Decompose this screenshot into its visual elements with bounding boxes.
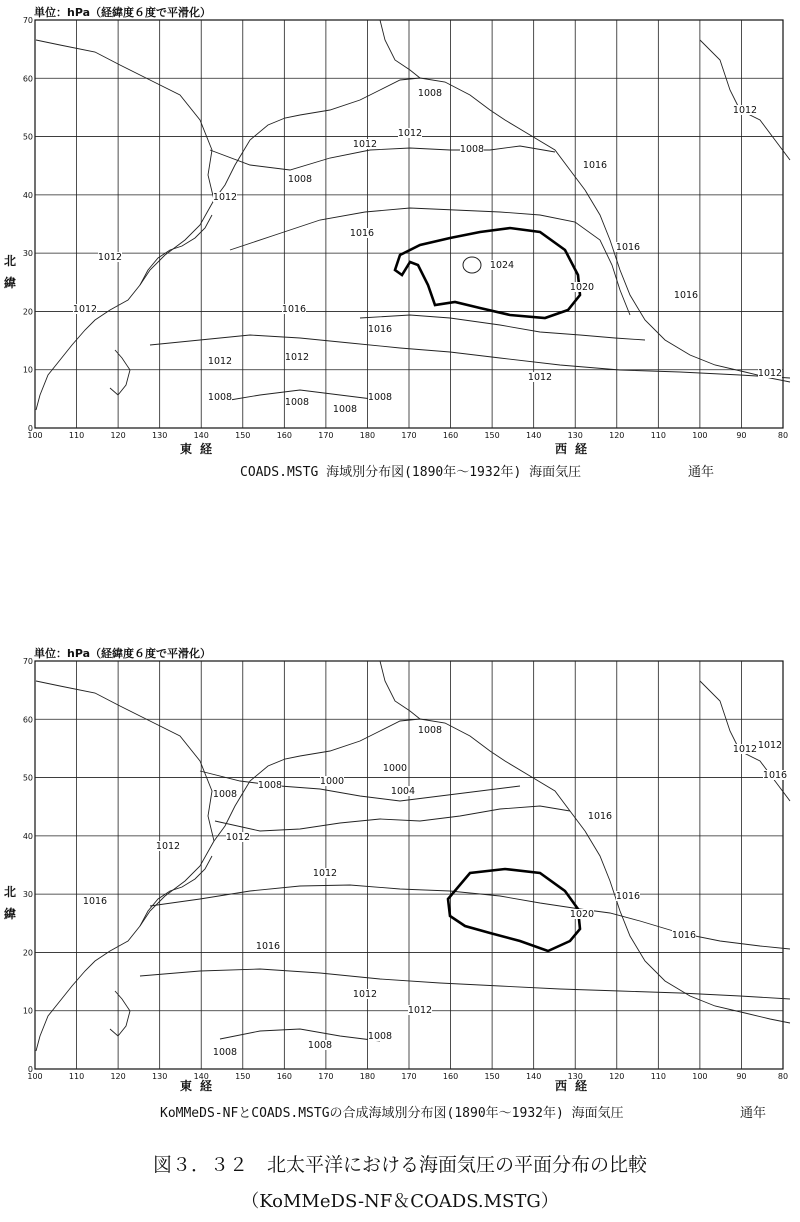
longitude-tick-label: 120 — [110, 1072, 126, 1081]
isobar-1008-south — [220, 1029, 380, 1041]
isobar-value-label: 1016 — [582, 160, 608, 171]
map-1-caption-tail: 通年 — [688, 465, 715, 480]
isobar-1016-south — [360, 315, 645, 340]
longitude-tick-label: 90 — [736, 431, 747, 440]
longitude-tick-label: 110 — [68, 431, 85, 440]
isobar-value-label: 1008 — [417, 725, 443, 736]
longitude-tick-label: 150 — [484, 1072, 500, 1081]
isobar-value-label: 1004 — [390, 786, 416, 797]
latitude-tick-label: 0 — [27, 1065, 33, 1074]
pressure-map-coads — [0, 0, 800, 480]
isobar-value-label: 1016 — [615, 242, 641, 253]
longitude-tick-label: 100 — [27, 1072, 43, 1081]
longitude-tick-label: 130 — [152, 1072, 168, 1081]
longitude-tick-label: 140 — [526, 1072, 542, 1081]
isobar-1012-south — [140, 969, 790, 999]
longitude-tick-label: 110 — [68, 1072, 85, 1081]
caption-text: KoMMeDS-NFとCOADS.MSTGの合成海域別分布図(1890年～1932年) 海面気圧 — [160, 1106, 624, 1121]
isobar-value-label: 1008 — [212, 1047, 238, 1058]
isobar-value-label: 1012 — [225, 832, 251, 843]
coastline-alaska — [300, 78, 585, 190]
longitude-tick-label: 170 — [401, 1072, 417, 1081]
map-canvas — [0, 641, 800, 1121]
isobar-value-label: 1012 — [97, 252, 123, 263]
longitude-tick-label: 160 — [276, 431, 292, 440]
isobar-value-label: 1016 — [587, 811, 613, 822]
longitude-tick-label: 140 — [526, 431, 542, 440]
isobar-value-label: 1012 — [757, 368, 783, 379]
coastline-asia — [36, 40, 214, 410]
isobar-value-label: 1016 — [367, 324, 393, 335]
latitude-tick-label: 70 — [22, 16, 33, 25]
map-grid — [35, 20, 783, 428]
coastline-north-america — [585, 831, 790, 1023]
isobar-value-label: 1020 — [569, 909, 595, 920]
isobar-value-label: 1000 — [319, 776, 345, 787]
latitude-tick-label: 70 — [22, 657, 33, 666]
coastline-philippines — [110, 350, 130, 395]
map-1-caption — [240, 461, 581, 480]
isobar-value-label: 1016 — [671, 930, 697, 941]
latitude-tick-label: 60 — [22, 715, 33, 725]
longitude-tick-label: 120 — [609, 1072, 625, 1081]
isobar-1012-north — [215, 806, 570, 831]
isobar-1020 — [448, 869, 580, 951]
longitude-tick-label: 100 — [692, 1072, 708, 1081]
latitude-tick-label: 10 — [22, 365, 33, 375]
coastline-north-america — [585, 190, 790, 382]
coastline-alaska — [300, 719, 585, 831]
longitude-tick-label: 120 — [609, 431, 625, 440]
longitude-tick-label: 100 — [27, 431, 43, 440]
latitude-tick-label: 20 — [22, 307, 33, 317]
isobar-value-label: 1012 — [284, 352, 310, 363]
high-pressure-contour — [448, 869, 580, 951]
isobar-value-label: 1016 — [762, 770, 788, 781]
unit-label: 単位：hPa（経緯度６度で平滑化） — [34, 647, 212, 660]
longitude-tick-label: 140 — [193, 1072, 209, 1081]
longitude-tick-label: 140 — [193, 431, 209, 440]
latitude-tick-label: 40 — [22, 190, 33, 200]
isobar-value-label: 1012 — [757, 740, 783, 751]
longitude-tick-label: 160 — [442, 431, 459, 440]
isobar-value-label: 1016 — [281, 304, 307, 315]
isobar-labels — [83, 725, 787, 1058]
isobar-value-label: 1012 — [527, 372, 553, 383]
longitude-tick-label: 150 — [235, 431, 251, 440]
latitude-tick-label: 20 — [22, 948, 33, 958]
isobar-value-label: 1016 — [615, 891, 641, 902]
coastline-aleutians — [380, 661, 420, 719]
latitude-tick-label: 30 — [22, 890, 33, 900]
longitude-tick-label: 170 — [318, 431, 334, 440]
isobar-1024-cell — [463, 257, 481, 273]
coastline-asia — [36, 681, 214, 1051]
west-longitude-word: 西経 — [555, 1079, 596, 1093]
latitude-tick-label: 30 — [22, 249, 33, 259]
high-pressure-contour — [395, 228, 580, 318]
isobar-value-label: 1008 — [367, 392, 393, 403]
longitude-tick-label: 160 — [442, 1072, 459, 1081]
coastline-philippines — [110, 991, 130, 1036]
latitude-word: 北緯 — [4, 885, 17, 921]
latitude-tick-label: 50 — [22, 132, 33, 142]
east-longitude-word: 東経 — [180, 442, 221, 456]
coastline-kamchatka — [214, 115, 300, 200]
longitude-tick-label: 80 — [777, 431, 789, 440]
figure-title: 図３．３２ 北太平洋における海面気圧の平面分布の比較 — [152, 1154, 647, 1176]
isobar-value-label: 1016 — [82, 896, 108, 907]
isobar-value-label: 1008 — [332, 404, 358, 415]
longitude-tick-label: 170 — [401, 431, 417, 440]
coastline-aleutians — [380, 20, 420, 78]
isobar-1008-north — [200, 771, 520, 801]
longitude-tick-label: 170 — [318, 1072, 334, 1081]
longitude-tick-label: 150 — [484, 431, 500, 440]
isobar-value-label: 1000 — [382, 763, 408, 774]
isobar-value-label: 1008 — [367, 1031, 393, 1042]
unit-label: 単位：hPa（経緯度６度で平滑化） — [34, 6, 212, 19]
latitude-tick-label: 10 — [22, 1006, 33, 1016]
longitude-tick-label: 110 — [650, 431, 666, 440]
isobar-value-label: 1008 — [459, 144, 485, 155]
isobar-value-label: 1024 — [489, 260, 515, 271]
isobar-value-label: 1008 — [207, 392, 233, 403]
isobar-value-label: 1008 — [417, 88, 443, 99]
longitude-tick-label: 90 — [736, 1072, 747, 1081]
isobar-value-label: 1012 — [312, 868, 338, 879]
isobar-value-label: 1012 — [72, 304, 98, 315]
isobar-value-label: 1012 — [207, 356, 233, 367]
pressure-map-combined — [0, 641, 800, 1121]
map-2-caption — [160, 1102, 624, 1121]
isobar-value-label: 1012 — [397, 128, 423, 139]
map-canvas — [0, 0, 800, 480]
isobars — [140, 771, 790, 1041]
isobar-value-label: 1016 — [349, 228, 375, 239]
isobar-value-label: 1008 — [257, 780, 283, 791]
isobar-value-label: 1012 — [352, 989, 378, 1000]
longitude-tick-label: 110 — [650, 1072, 666, 1081]
isobar-labels — [73, 88, 782, 415]
isobar-value-label: 1012 — [352, 139, 378, 150]
isobar-value-label: 1008 — [287, 174, 313, 185]
longitude-tick-label: 150 — [235, 1072, 251, 1081]
latitude-tick-label: 50 — [22, 773, 33, 783]
isobar-value-label: 1008 — [284, 397, 310, 408]
latitude-tick-label: 40 — [22, 831, 33, 841]
isobar-1012-north — [210, 146, 555, 170]
caption-text: COADS.MSTG 海域別分布図(1890年～1932年) 海面気圧 — [240, 465, 582, 480]
longitude-tick-label: 130 — [567, 1072, 583, 1081]
map-2-caption-tail: 通年 — [740, 1106, 767, 1121]
longitude-tick-label: 160 — [276, 1072, 292, 1081]
isobar-value-label: 1020 — [569, 282, 595, 293]
isobar-value-label: 1008 — [307, 1040, 333, 1051]
latitude-word: 北緯 — [4, 254, 17, 290]
longitude-tick-label: 180 — [359, 1072, 376, 1081]
longitude-tick-label: 130 — [152, 431, 168, 440]
east-longitude-word: 東経 — [180, 1079, 221, 1093]
isobar-value-label: 1012 — [732, 105, 758, 116]
longitude-tick-label: 180 — [359, 431, 376, 440]
figure-subtitle: （KoMMeDS-NF＆COADS.MSTG） — [241, 1191, 559, 1212]
isobar-value-label: 1012 — [407, 1005, 433, 1016]
longitude-tick-label: 100 — [692, 431, 708, 440]
isobar-value-label: 1016 — [255, 941, 281, 952]
west-longitude-word: 西経 — [555, 442, 596, 456]
isobar-value-label: 1008 — [212, 789, 238, 800]
longitude-tick-label: 130 — [567, 431, 583, 440]
longitude-tick-label: 120 — [110, 431, 126, 440]
coastline-canada — [700, 40, 790, 160]
isobar-value-label: 1012 — [212, 192, 238, 203]
longitude-tick-label: 80 — [777, 1072, 789, 1081]
isobar-value-label: 1012 — [155, 841, 181, 852]
isobar-1020 — [395, 228, 580, 318]
isobar-value-label: 1012 — [732, 744, 758, 755]
isobar-value-label: 1016 — [673, 290, 699, 301]
latitude-tick-label: 0 — [27, 424, 33, 433]
latitude-tick-label: 60 — [22, 74, 33, 84]
